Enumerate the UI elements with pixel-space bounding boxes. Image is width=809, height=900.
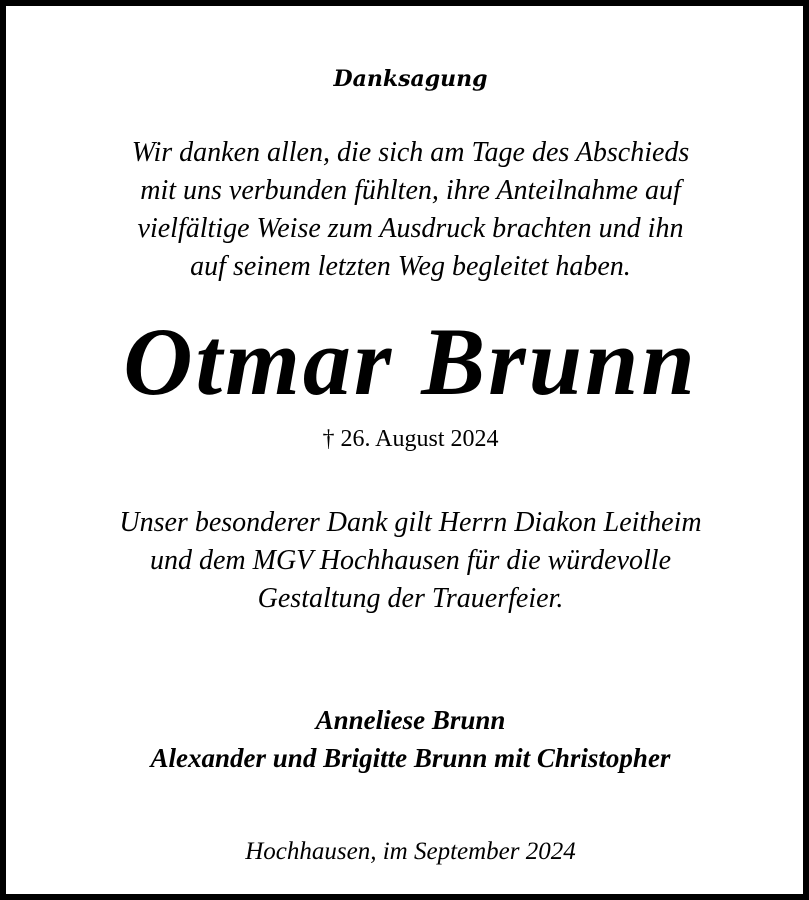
intro-line: Wir danken allen, die sich am Tage des Abschieds [131, 137, 690, 168]
notice-heading: Danksagung [333, 66, 488, 92]
thanks-line: Unser besonderer Dank gilt Herrn Diakon Leitheim [119, 507, 702, 538]
intro-paragraph [6, 134, 809, 286]
place-date: Hochhausen, im September 2024 [245, 838, 576, 865]
signatory: Alexander und Brigitte Brunn mit Christopher [150, 743, 671, 773]
deceased-name: Otmar Brunn [123, 308, 698, 415]
thanks-paragraph [6, 504, 809, 618]
thanks-line: Gestaltung der Trauerfeier. [257, 583, 564, 614]
death-date: † 26. August 2024 [322, 426, 499, 452]
thanks-line: und dem MGV Hochhausen für die würdevolle [149, 545, 672, 576]
signatory: Anneliese Brunn [315, 705, 506, 735]
intro-line: vielfältige Weise zum Ausdruck brachten und ihn [137, 213, 684, 244]
intro-line: mit uns verbunden fühlten, ihre Anteilnahme auf [140, 175, 681, 206]
intro-line: auf seinem letzten Weg begleitet haben. [190, 251, 631, 282]
